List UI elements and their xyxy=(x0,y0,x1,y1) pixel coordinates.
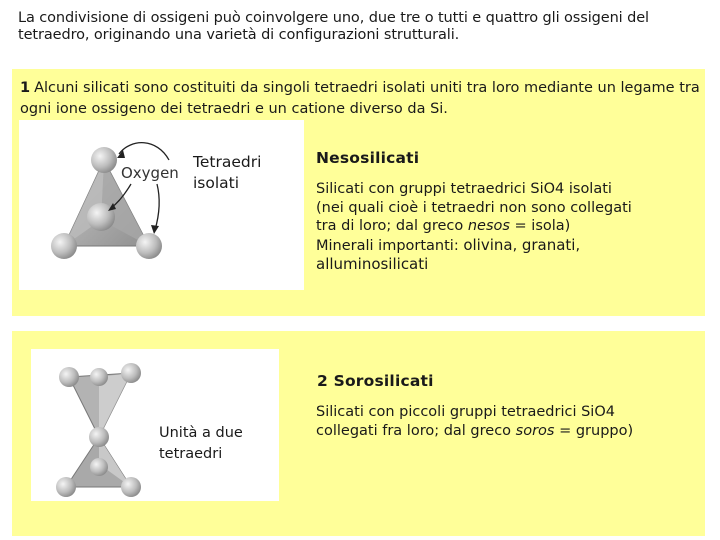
mineral-granati: granati xyxy=(521,235,576,254)
body1-line2: (nei quali cioè i tetraedri non sono collegati xyxy=(316,199,632,216)
sorosilicati-panel xyxy=(12,331,705,536)
body2-line2 xyxy=(316,422,696,441)
body2-line2-pre: collegati fra loro; dal greco xyxy=(316,422,516,439)
double-tetrahedron-image xyxy=(31,349,279,501)
nesosilicati-panel xyxy=(12,69,705,316)
caption1-line1: Tetraedri xyxy=(193,153,262,171)
isolated-tetrahedron-image xyxy=(19,120,304,290)
body1-line3-post: = isola) xyxy=(509,218,571,234)
mineral-olivina: olivina xyxy=(463,235,513,254)
section1-heading-text: Alcuni silicati sono costituiti da singoli tetraedri isolati uniti tra loro mediante un legame tra ogni ione ossigeno dei tetraedri e un catione diverso da Si. xyxy=(20,80,700,117)
tetrahedron-drawing xyxy=(19,120,304,290)
body2-line1: Silicati con piccoli gruppi tetraedrici SiO4 xyxy=(316,404,615,420)
mineral-alluminosilicati: alluminosilicati xyxy=(316,255,429,273)
oxygen-label: Oxygen xyxy=(121,164,179,182)
nesosilicati-title: Nesosilicati xyxy=(316,149,420,167)
caption1-line2: isolati xyxy=(193,174,240,192)
body2-line2-post: = gruppo) xyxy=(554,422,634,439)
sorosilicati-description xyxy=(316,403,696,440)
caption2-line2: tetraedri xyxy=(159,446,223,462)
section1-heading xyxy=(20,78,700,120)
nesosilicati-description xyxy=(316,180,696,274)
body1-line1: Silicati con gruppi tetraedrici SiO4 isolati xyxy=(316,181,612,197)
body1-line3-pre: tra di loro; dal greco xyxy=(316,218,468,234)
section1-number: 1 xyxy=(20,80,31,96)
body1-line4 xyxy=(316,236,696,256)
sorosilicati-title: 2 Sorosilicati xyxy=(317,372,434,390)
minerals-label: Minerali importanti: xyxy=(316,237,464,254)
caption2-line1: Unità a due xyxy=(159,425,243,441)
two-tetrahedra-caption xyxy=(159,423,243,465)
body1-line3 xyxy=(316,217,696,236)
nesos-term: nesos xyxy=(467,218,510,234)
intro-text: La condivisione di ossigeni può coinvolgere uno, due tre o tutti e quattro gli ossigeni del tetraedro, originando una varietà di configurazioni strutturali. xyxy=(18,10,649,43)
isolated-tetrahedra-caption xyxy=(193,152,261,194)
soros-term: soros xyxy=(515,422,555,439)
mineral-separator: , xyxy=(512,237,522,254)
mineral-separator-2: , xyxy=(575,237,581,254)
